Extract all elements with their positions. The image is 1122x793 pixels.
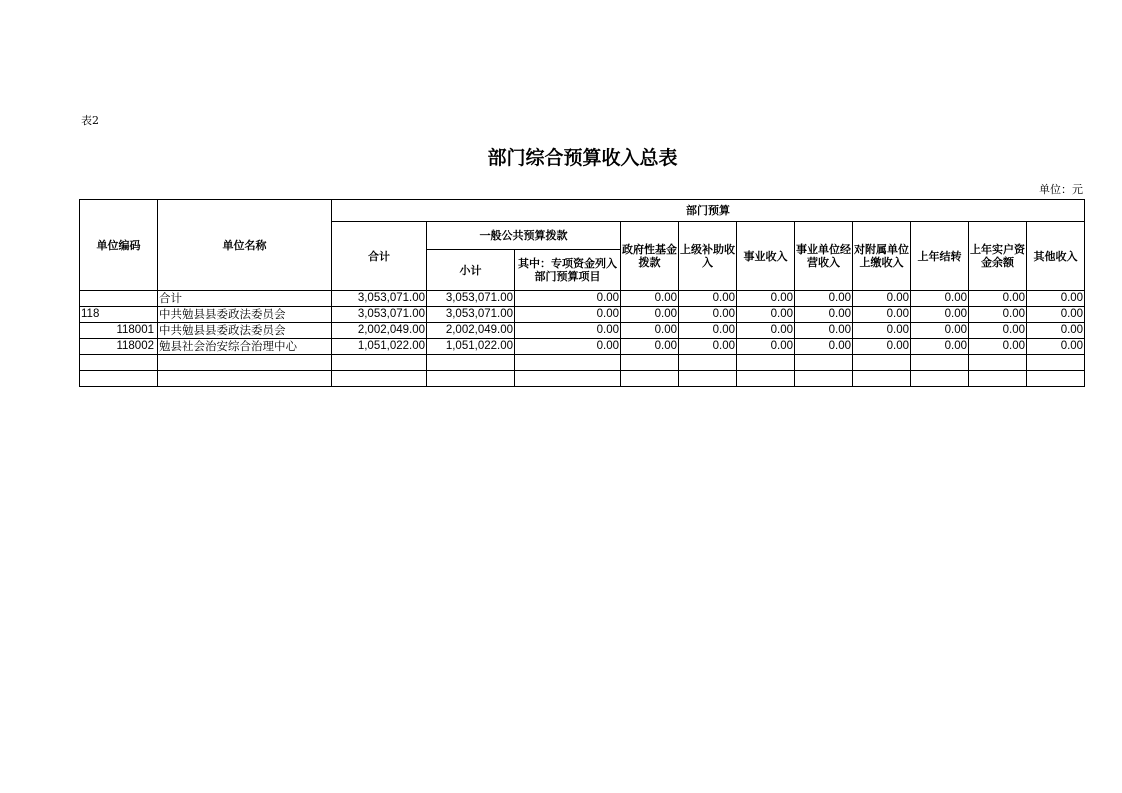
amount-cell [679, 371, 737, 387]
amount-cell: 0.00 [969, 323, 1027, 339]
header-unit-name: 单位名称 [158, 200, 332, 291]
amount-cell: 3,053,071.00 [332, 291, 427, 307]
amount-cell: 0.00 [795, 323, 853, 339]
unit-code-cell: 118002 [80, 339, 158, 355]
amount-cell: 0.00 [1027, 291, 1085, 307]
amount-cell: 3,053,071.00 [427, 291, 515, 307]
unit-name-cell: 中共勉县县委政法委员会 [158, 307, 332, 323]
amount-cell [737, 355, 795, 371]
amount-cell [1027, 371, 1085, 387]
amount-cell: 0.00 [795, 339, 853, 355]
amount-cell: 3,053,071.00 [332, 307, 427, 323]
amount-cell: 0.00 [515, 339, 621, 355]
unit-name-cell [158, 371, 332, 387]
amount-cell: 0.00 [1027, 307, 1085, 323]
amount-cell: 2,002,049.00 [427, 323, 515, 339]
amount-cell: 0.00 [737, 291, 795, 307]
amount-cell: 0.00 [737, 339, 795, 355]
header-other-income: 其他收入 [1027, 222, 1085, 291]
amount-cell [427, 371, 515, 387]
amount-cell: 0.00 [911, 307, 969, 323]
unit-name-cell: 合计 [158, 291, 332, 307]
amount-cell [679, 355, 737, 371]
amount-cell: 0.00 [911, 339, 969, 355]
amount-cell: 0.00 [515, 291, 621, 307]
amount-cell [911, 355, 969, 371]
header-general-budget: 一般公共预算拨款 [427, 222, 621, 250]
header-superior-subsidy: 上级补助收入 [679, 222, 737, 291]
unit-code-cell: 118001 [80, 323, 158, 339]
amount-cell: 0.00 [737, 307, 795, 323]
amount-cell: 1,051,022.00 [427, 339, 515, 355]
header-special-funds: 其中：专项资金列入部门预算项目 [515, 250, 621, 291]
amount-cell [1027, 355, 1085, 371]
amount-cell: 0.00 [911, 291, 969, 307]
unit-label: 单位：元 [1039, 183, 1083, 196]
unit-code-cell: 118 [80, 307, 158, 323]
amount-cell: 0.00 [515, 307, 621, 323]
amount-cell: 0.00 [795, 307, 853, 323]
amount-cell [969, 371, 1027, 387]
amount-cell: 0.00 [1027, 323, 1085, 339]
header-gov-fund: 政府性基金拨款 [621, 222, 679, 291]
unit-code-cell [80, 355, 158, 371]
table-row [80, 339, 1085, 355]
unit-name-cell [158, 355, 332, 371]
table-row [80, 323, 1085, 339]
amount-cell: 0.00 [911, 323, 969, 339]
amount-cell [621, 355, 679, 371]
amount-cell [795, 355, 853, 371]
header-dept-budget: 部门预算 [332, 200, 1085, 222]
header-subtotal: 小计 [427, 250, 515, 291]
table-row [80, 291, 1085, 307]
amount-cell [911, 371, 969, 387]
amount-cell: 0.00 [795, 291, 853, 307]
amount-cell [427, 355, 515, 371]
unit-code-cell [80, 371, 158, 387]
amount-cell: 0.00 [679, 339, 737, 355]
amount-cell [737, 371, 795, 387]
unit-name-cell: 中共勉县县委政法委员会 [158, 323, 332, 339]
unit-code-cell [80, 291, 158, 307]
header-total: 合计 [332, 222, 427, 291]
amount-cell [332, 371, 427, 387]
amount-cell [795, 371, 853, 387]
header-operating-income: 事业单位经营收入 [795, 222, 853, 291]
amount-cell: 0.00 [737, 323, 795, 339]
amount-cell: 0.00 [853, 291, 911, 307]
table-row [80, 371, 1085, 387]
amount-cell: 0.00 [969, 291, 1027, 307]
amount-cell [969, 355, 1027, 371]
amount-cell: 0.00 [679, 307, 737, 323]
amount-cell: 0.00 [679, 323, 737, 339]
amount-cell: 0.00 [853, 339, 911, 355]
amount-cell: 0.00 [621, 307, 679, 323]
table-row [80, 355, 1085, 371]
amount-cell [332, 355, 427, 371]
amount-cell [621, 371, 679, 387]
amount-cell: 1,051,022.00 [332, 339, 427, 355]
table-row [80, 307, 1085, 323]
amount-cell: 2,002,049.00 [332, 323, 427, 339]
table-number-label: 表2 [81, 114, 99, 127]
amount-cell: 0.00 [515, 323, 621, 339]
amount-cell: 0.00 [969, 339, 1027, 355]
header-affiliated-income: 对附属单位上缴收入 [853, 222, 911, 291]
amount-cell: 0.00 [853, 307, 911, 323]
amount-cell: 0.00 [621, 291, 679, 307]
amount-cell [515, 371, 621, 387]
amount-cell: 0.00 [679, 291, 737, 307]
amount-cell: 0.00 [853, 323, 911, 339]
page-title: 部门综合预算收入总表 [487, 147, 678, 169]
header-business-income: 事业收入 [737, 222, 795, 291]
budget-income-table [79, 199, 1085, 387]
amount-cell: 0.00 [1027, 339, 1085, 355]
unit-name-cell: 勉县社会治安综合治理中心 [158, 339, 332, 355]
header-carryover: 上年结转 [911, 222, 969, 291]
amount-cell [853, 371, 911, 387]
header-unit-code: 单位编码 [80, 200, 158, 291]
amount-cell [515, 355, 621, 371]
amount-cell: 0.00 [621, 323, 679, 339]
amount-cell [853, 355, 911, 371]
amount-cell: 0.00 [969, 307, 1027, 323]
amount-cell: 0.00 [621, 339, 679, 355]
header-account-balance: 上年实户资金余额 [969, 222, 1027, 291]
amount-cell: 3,053,071.00 [427, 307, 515, 323]
